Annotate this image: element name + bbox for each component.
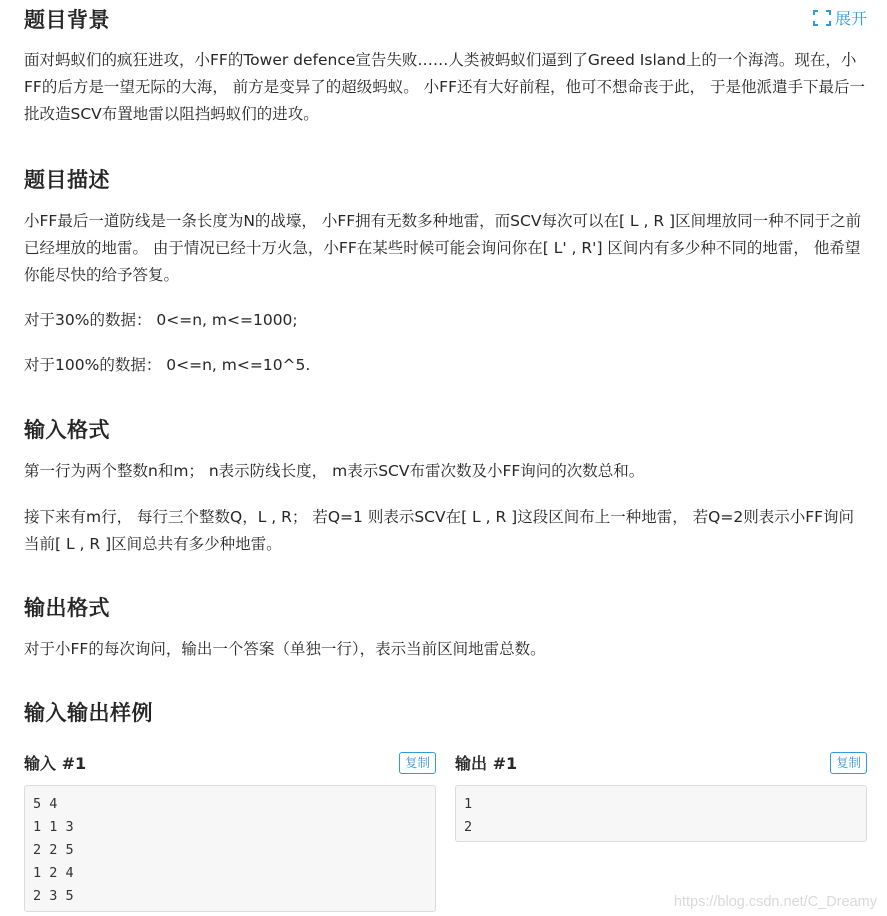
output-format-p1-wrap [24,636,867,663]
description-p2-wrap [24,307,867,334]
samples-section [24,697,867,727]
sample-input-line: 5 4 [33,796,58,812]
sample-input-header [24,751,436,774]
input-format-paragraph-2: 接下来有m行， 每行三个整数Q，L , R； 若Q=1 则表示SCV在[ L , R ]这段区间布上一种地雷， 若Q=2则表示小FF询问当前[ L , R ]区间总共有多少种地雷。 [24,508,855,553]
sample-output-box[interactable] [455,785,867,842]
description-paragraph-2: 对于30%的数据： 0<=n, m<=1000; [24,311,298,329]
sample-input-label: 输入 #1 [24,754,87,773]
description-title: 题目描述 [24,168,110,192]
sample-output-header [455,751,867,774]
sample-input-line: 2 2 5 [33,842,74,858]
output-format-section [24,592,867,622]
input-format-paragraph-1: 第一行为两个整数n和m； n表示防线长度， m表示SCV布雷次数及小FF询问的次数总和。 [24,462,645,480]
sample-input-line: 1 1 3 [33,819,74,835]
input-format-p1-wrap [24,458,867,485]
input-format-section [24,414,867,444]
output-format-title: 输出格式 [24,596,110,620]
copy-input-button[interactable]: 复制 [399,752,436,774]
input-format-title: 输入格式 [24,418,110,442]
input-format-p2-wrap [24,504,867,558]
description-paragraph-3: 对于100%的数据： 0<=n, m<=10^5. [24,356,311,374]
copy-output-button[interactable]: 复制 [830,752,867,774]
description-paragraph-1: 小FF最后一道防线是一条长度为N的战壕， 小FF拥有无数多种地雷，而SCV每次可以在[ L , R ]区间埋放同一种不同于之前已经埋放的地雷。 由于情况已经十万火急，小FF在某些时候可能会询问你在[ L' , R'] 区间内有多少种不同的地雷， 他希望你能尽快的给予答复。 [24,212,862,284]
background-body [24,47,867,128]
sample-output-line: 2 [464,819,473,835]
samples-title: 输入输出样例 [24,701,153,725]
description-section [24,164,867,194]
description-body [24,208,867,289]
background-text: 面对蚂蚁们的疯狂进攻，小FF的Tower defence宣告失败……人类被蚂蚁们逼到了Greed Island上的一个海湾。现在，小FF的后方是一望无际的大海， 前方是变异了的超级蚂蚁。 小FF还有大好前程，他可不想命丧于此， 于是他派遣手下最后一批改造SCV布置地雷以阻挡蚂蚁们的进攻。 [24,51,865,123]
sample-input-box[interactable] [24,785,436,912]
expand-icon [813,10,831,26]
expand-button[interactable] [813,6,867,29]
sample-input-line: 2 3 5 [33,888,74,904]
expand-label: 展开 [834,9,867,28]
output-format-paragraph-1: 对于小FF的每次询问，输出一个答案（单独一行），表示当前区间地雷总数。 [24,640,546,658]
description-p3-wrap [24,352,867,379]
background-title: 题目背景 [24,8,110,32]
watermark: https://blog.csdn.net/C_Dreamy [673,894,877,910]
sample-input-line: 1 2 4 [33,865,74,881]
sample-output-label: 输出 #1 [455,754,518,773]
sample-output-line: 1 [464,796,473,812]
background-section [24,4,867,34]
